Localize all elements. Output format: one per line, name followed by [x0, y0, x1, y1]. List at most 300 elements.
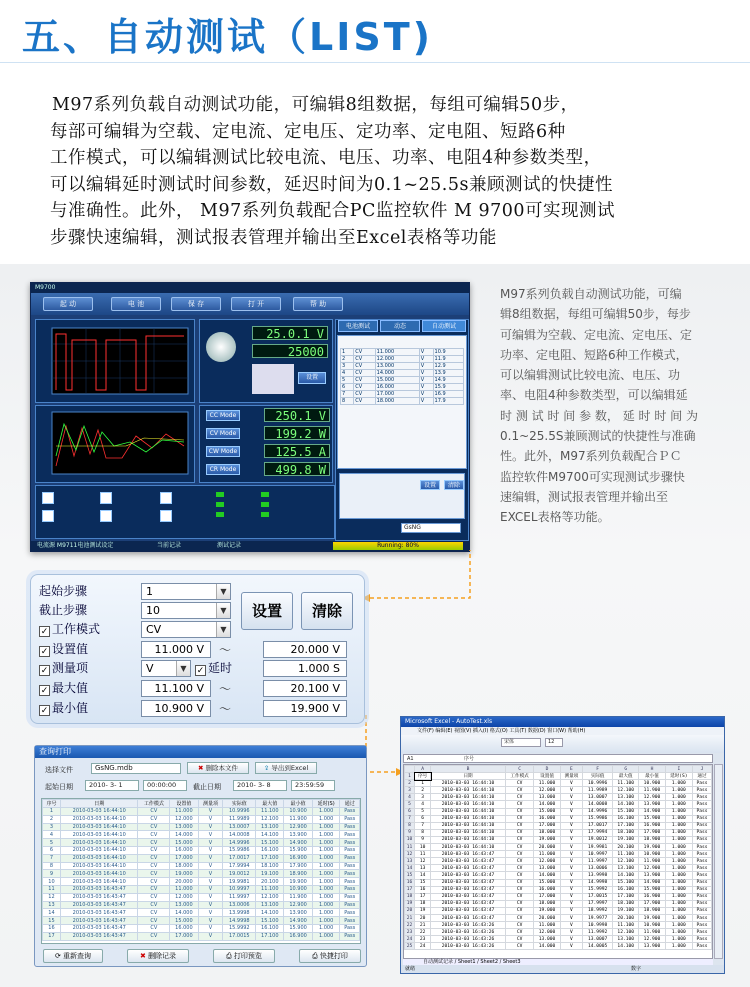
table-cell[interactable]: CV — [505, 815, 534, 822]
column-letter[interactable]: I — [665, 766, 692, 773]
table-cell[interactable]: CV — [505, 914, 534, 921]
max-checkbox[interactable]: ✓ — [40, 686, 49, 696]
measure-checkbox[interactable]: ✓ — [40, 666, 49, 676]
column-header[interactable]: 设置值 — [170, 800, 198, 808]
column-header[interactable]: 通过 — [340, 800, 360, 808]
column-letter[interactable]: H — [639, 766, 665, 773]
table-cell[interactable]: 11.000 — [534, 780, 560, 787]
keypad[interactable] — [252, 364, 294, 394]
delete-file-button[interactable] — [187, 762, 249, 774]
quick-print-button[interactable] — [299, 949, 361, 963]
table-cell[interactable]: 2010-03-03 16:43:47 — [431, 886, 505, 893]
mode-checkbox[interactable]: ✓ — [40, 627, 49, 637]
table-cell[interactable]: 11.900 — [639, 858, 665, 865]
table-row[interactable] — [43, 808, 360, 816]
table-cell[interactable]: 12.000 — [534, 858, 560, 865]
table-cell[interactable]: 11.000 — [534, 922, 560, 929]
row-number[interactable]: 3 — [405, 787, 415, 794]
end-time-field[interactable]: 23:59:59 — [291, 780, 335, 791]
table-row[interactable] — [405, 907, 712, 914]
table-row[interactable] — [405, 872, 712, 879]
table-row[interactable] — [405, 787, 712, 794]
table-cell[interactable]: 16 — [415, 886, 431, 893]
table-cell[interactable]: V — [560, 801, 582, 808]
table-cell[interactable]: CV — [505, 872, 534, 879]
table-cell[interactable]: 1.000 — [665, 886, 692, 893]
column-header[interactable]: 序号 — [43, 800, 61, 808]
column-header[interactable]: 最大值 — [256, 800, 284, 808]
table-row[interactable] — [43, 924, 360, 932]
table-cell[interactable]: 14.100 — [613, 943, 639, 950]
table-cell[interactable]: Pass — [693, 893, 712, 900]
table-cell[interactable]: 19.900 — [639, 914, 665, 921]
table-cell[interactable]: 2010-03-03 16:44:10 — [431, 836, 505, 843]
table-cell[interactable]: 19 — [415, 907, 431, 914]
row-number[interactable]: 1 — [405, 773, 415, 780]
row-number[interactable]: 5 — [405, 801, 415, 808]
column-header[interactable]: 最小值 — [284, 800, 312, 808]
table-row[interactable] — [43, 815, 360, 823]
toggle-switch[interactable] — [42, 510, 54, 522]
table-cell[interactable]: 2010-03-03 16:44:10 — [431, 844, 505, 851]
table-cell[interactable]: 18.000 — [534, 829, 560, 836]
table-cell[interactable]: 1.000 — [665, 851, 692, 858]
table-cell[interactable]: V — [560, 929, 582, 936]
table-cell[interactable]: 15.100 — [613, 808, 639, 815]
table-cell[interactable]: 12.100 — [613, 858, 639, 865]
toolbar-battery-button[interactable]: 电 池 — [111, 297, 161, 311]
table-row[interactable] — [405, 914, 712, 921]
table-row[interactable] — [43, 870, 360, 878]
toggle-switch[interactable] — [160, 510, 172, 522]
header-cell[interactable]: 延时(S) — [665, 773, 692, 780]
row-number[interactable]: 15 — [405, 872, 415, 879]
table-row[interactable] — [43, 917, 360, 925]
min-hi-input[interactable]: 19.900 V — [263, 700, 347, 717]
table-cell[interactable]: 17.0015 — [583, 893, 613, 900]
row-number[interactable]: 11 — [405, 844, 415, 851]
sheet-tabs[interactable]: 自动测试记录 / Sheet1 / Sheet2 / Sheet3 — [403, 959, 713, 966]
min-checkbox[interactable]: ✓ — [40, 706, 49, 716]
table-cell[interactable]: CV — [505, 936, 534, 943]
table-row[interactable] — [43, 839, 360, 847]
table-cell[interactable]: 10.9996 — [583, 780, 613, 787]
font-size-select[interactable]: 12 — [545, 738, 563, 747]
table-cell[interactable]: 17.000 — [534, 893, 560, 900]
table-cell[interactable]: 2010-03-03 16:43:47 — [431, 872, 505, 879]
table-cell[interactable]: Pass — [693, 787, 712, 794]
table-cell[interactable]: 17.9994 — [583, 829, 613, 836]
table-cell[interactable]: 14.0008 — [583, 801, 613, 808]
table-row[interactable] — [43, 909, 360, 917]
set-value-lo-input[interactable]: 11.000 V — [141, 641, 211, 658]
table-cell[interactable]: 1.000 — [665, 780, 692, 787]
table-cell[interactable]: 2 — [415, 787, 431, 794]
table-row[interactable] — [405, 936, 712, 943]
delay-input[interactable]: 1.000 S — [263, 660, 347, 677]
table-cell[interactable]: V — [560, 936, 582, 943]
table-cell[interactable]: 20 — [415, 914, 431, 921]
table-cell[interactable]: 2010-03-03 16:44:10 — [431, 829, 505, 836]
table-cell[interactable]: 11 — [415, 851, 431, 858]
table-cell[interactable]: 17.0017 — [583, 822, 613, 829]
print-preview-button[interactable] — [213, 949, 275, 963]
column-header[interactable]: 工作模式 — [138, 800, 170, 808]
column-header[interactable]: 测量项 — [198, 800, 223, 808]
set-value-hi-input[interactable]: 20.000 V — [263, 641, 347, 658]
table-cell[interactable]: CV — [505, 829, 534, 836]
table-cell[interactable]: 1.000 — [665, 815, 692, 822]
table-cell[interactable]: 14.0005 — [583, 943, 613, 950]
table-cell[interactable]: Pass — [693, 907, 712, 914]
table-cell[interactable]: 4 — [415, 801, 431, 808]
table-cell[interactable]: 15 — [415, 879, 431, 886]
table-cell[interactable]: 13.0006 — [583, 865, 613, 872]
table-cell[interactable]: 1.000 — [665, 794, 692, 801]
column-letter[interactable]: F — [583, 766, 613, 773]
table-cell[interactable]: 18 — [415, 900, 431, 907]
table-cell[interactable]: CV — [505, 780, 534, 787]
stop-step-select[interactable] — [141, 602, 231, 619]
header-cell[interactable]: 序号 — [415, 773, 431, 780]
table-cell[interactable]: V — [560, 914, 582, 921]
table-cell[interactable]: 3 — [415, 794, 431, 801]
table-cell[interactable]: 10.900 — [639, 922, 665, 929]
set-value-checkbox[interactable]: ✓ — [40, 647, 49, 657]
column-letter[interactable]: A — [415, 766, 431, 773]
start-date-field[interactable]: 2010- 3- 1 — [85, 780, 139, 791]
table-cell[interactable]: Pass — [693, 914, 712, 921]
table-cell[interactable]: Pass — [693, 872, 712, 879]
table-cell[interactable]: 14.000 — [534, 872, 560, 879]
table-cell[interactable]: 19.9981 — [583, 844, 613, 851]
delay-checkbox[interactable]: ✓ — [196, 666, 205, 676]
table-cell[interactable]: Pass — [693, 822, 712, 829]
select-all-corner[interactable] — [405, 766, 415, 773]
table-cell[interactable]: 15.9986 — [583, 815, 613, 822]
table-cell[interactable]: Pass — [693, 829, 712, 836]
table-cell[interactable]: CV — [505, 822, 534, 829]
table-cell[interactable]: 19.000 — [534, 907, 560, 914]
table-cell[interactable]: 17 — [415, 893, 431, 900]
table-cell[interactable]: CV — [505, 808, 534, 815]
chevron-down-icon[interactable]: ▼ — [216, 622, 230, 637]
table-cell[interactable]: 1.000 — [665, 914, 692, 921]
table-cell[interactable]: V — [560, 865, 582, 872]
table-row[interactable] — [43, 854, 360, 862]
column-letter[interactable]: E — [560, 766, 582, 773]
table-cell[interactable]: 1.000 — [665, 801, 692, 808]
table-cell[interactable]: 13.100 — [613, 865, 639, 872]
table-cell[interactable]: 14.900 — [639, 879, 665, 886]
table-cell[interactable]: 16.900 — [639, 893, 665, 900]
table-cell[interactable]: 19.0012 — [583, 836, 613, 843]
table-row[interactable] — [43, 823, 360, 831]
header-cell[interactable]: 日期 — [431, 773, 505, 780]
row-number[interactable]: 6 — [405, 808, 415, 815]
table-cell[interactable]: V — [560, 893, 582, 900]
table-cell[interactable]: 20.100 — [613, 844, 639, 851]
file-field[interactable]: GsNG — [401, 523, 461, 533]
cw-mode-button[interactable]: CW Mode — [206, 446, 240, 457]
table-cell[interactable]: 22 — [415, 929, 431, 936]
table-cell[interactable]: 20.000 — [534, 914, 560, 921]
toggle-switch[interactable] — [160, 492, 172, 504]
min-lo-input[interactable]: 10.900 V — [141, 700, 211, 717]
table-cell[interactable]: CV — [505, 943, 534, 950]
row-number[interactable]: 9 — [405, 829, 415, 836]
table-cell[interactable]: 15.9992 — [583, 886, 613, 893]
table-cell[interactable]: Pass — [693, 922, 712, 929]
table-cell[interactable]: 12.100 — [613, 787, 639, 794]
vertical-scrollbar[interactable] — [714, 764, 723, 959]
table-cell[interactable]: 12.900 — [639, 936, 665, 943]
toggle-switch[interactable] — [42, 492, 54, 504]
table-row[interactable] — [405, 900, 712, 907]
toggle-switch[interactable] — [100, 492, 112, 504]
row-number[interactable]: 16 — [405, 879, 415, 886]
table-cell[interactable]: 1.000 — [665, 787, 692, 794]
row-number[interactable]: 7 — [405, 815, 415, 822]
start-step-select[interactable] — [141, 583, 231, 600]
table-cell[interactable]: V — [560, 836, 582, 843]
table-cell[interactable]: V — [560, 808, 582, 815]
table-cell[interactable]: 1.000 — [665, 822, 692, 829]
mini-clear-button[interactable]: 清除 — [444, 480, 464, 490]
font-select[interactable]: 宋体 — [501, 738, 541, 747]
table-cell[interactable]: Pass — [693, 801, 712, 808]
table-cell[interactable]: 1.000 — [665, 900, 692, 907]
refresh-query-button[interactable] — [43, 949, 103, 963]
max-hi-input[interactable]: 20.100 V — [263, 680, 347, 697]
table-cell[interactable]: Pass — [693, 844, 712, 851]
table-cell[interactable]: V — [560, 858, 582, 865]
table-cell[interactable]: 19.100 — [613, 836, 639, 843]
table-cell[interactable]: CV — [505, 787, 534, 794]
table-cell[interactable]: 12.000 — [534, 787, 560, 794]
table-cell[interactable]: CV — [505, 844, 534, 851]
table-cell[interactable]: 19.900 — [639, 844, 665, 851]
measure-select[interactable] — [141, 660, 191, 677]
table-cell[interactable]: 2010-03-03 16:43:47 — [431, 865, 505, 872]
table-cell[interactable]: V — [560, 907, 582, 914]
table-cell[interactable]: V — [560, 780, 582, 787]
row-number[interactable]: 17 — [405, 886, 415, 893]
start-time-field[interactable]: 00:00:00 — [143, 780, 187, 791]
table-cell[interactable]: 2010-03-03 16:44:10 — [431, 801, 505, 808]
table-cell[interactable]: 17.9997 — [583, 900, 613, 907]
table-row[interactable] — [405, 794, 712, 801]
table-cell[interactable]: 11.100 — [613, 780, 639, 787]
export-excel-button[interactable] — [255, 762, 317, 774]
table-cell[interactable]: 19.000 — [534, 836, 560, 843]
table-cell[interactable]: 24 — [415, 943, 431, 950]
table-cell[interactable]: 17.100 — [613, 822, 639, 829]
table-cell[interactable]: 21 — [415, 922, 431, 929]
table-cell[interactable]: 11.900 — [639, 929, 665, 936]
table-cell[interactable]: CV — [505, 858, 534, 865]
table-cell[interactable]: 18.100 — [613, 829, 639, 836]
cr-mode-button[interactable]: CR Mode — [206, 464, 240, 475]
chevron-down-icon[interactable]: ▼ — [216, 584, 230, 599]
table-cell[interactable]: 1.000 — [665, 872, 692, 879]
table-row[interactable] — [405, 844, 712, 851]
table-cell[interactable]: 2010-03-03 16:43:47 — [431, 893, 505, 900]
row-number[interactable]: 12 — [405, 851, 415, 858]
table-cell[interactable]: CV — [505, 907, 534, 914]
table-cell[interactable]: 11.000 — [534, 851, 560, 858]
table-cell[interactable]: 13.100 — [613, 936, 639, 943]
tab-dynamic[interactable]: 动态 — [380, 320, 420, 332]
toolbar-save-button[interactable]: 保 存 — [171, 297, 221, 311]
row-number[interactable]: 25 — [405, 943, 415, 950]
row-number[interactable]: 24 — [405, 936, 415, 943]
table-cell[interactable]: Pass — [693, 865, 712, 872]
table-cell[interactable]: 15.000 — [534, 808, 560, 815]
table-cell[interactable]: 2010-03-03 16:43:47 — [431, 851, 505, 858]
table-cell[interactable]: 12.900 — [639, 865, 665, 872]
table-cell[interactable]: 13.900 — [639, 943, 665, 950]
table-cell[interactable]: CV — [505, 900, 534, 907]
table-cell[interactable]: V — [560, 794, 582, 801]
clear-button[interactable]: 清除 — [301, 592, 353, 630]
mode-select[interactable] — [141, 621, 231, 638]
table-cell[interactable]: 18.000 — [534, 900, 560, 907]
table-cell[interactable]: Pass — [693, 858, 712, 865]
cv-mode-button[interactable]: CV Mode — [206, 428, 240, 439]
table-cell[interactable]: V — [560, 851, 582, 858]
table-cell[interactable]: 15.000 — [534, 879, 560, 886]
table-cell[interactable]: 11.900 — [639, 787, 665, 794]
table-row[interactable] — [405, 858, 712, 865]
table-cell[interactable]: 2010-03-03 16:44:10 — [431, 780, 505, 787]
table-cell[interactable]: 8 — [415, 829, 431, 836]
column-header[interactable]: 延时(S) — [312, 800, 340, 808]
row-number[interactable]: 4 — [405, 794, 415, 801]
table-cell[interactable]: 1 — [415, 780, 431, 787]
row-number[interactable]: 2 — [405, 780, 415, 787]
table-cell[interactable]: V — [560, 943, 582, 950]
table-cell[interactable]: 10.900 — [639, 780, 665, 787]
table-cell[interactable]: 2010-03-03 16:43:47 — [431, 858, 505, 865]
table-cell[interactable]: 14.9998 — [583, 879, 613, 886]
set-button[interactable]: 设置 — [241, 592, 293, 630]
row-number[interactable]: 8 — [405, 822, 415, 829]
table-row[interactable] — [43, 878, 360, 886]
tab-battery-test[interactable]: 电池测试 — [338, 320, 378, 332]
table-cell[interactable]: 17.000 — [534, 822, 560, 829]
table-cell[interactable]: 1.000 — [665, 922, 692, 929]
table-cell[interactable]: CV — [505, 801, 534, 808]
table-cell[interactable]: Pass — [693, 815, 712, 822]
header-cell[interactable]: 实际值 — [583, 773, 613, 780]
table-cell[interactable]: 11.9992 — [583, 929, 613, 936]
table-cell[interactable]: 18.900 — [639, 836, 665, 843]
toolbar-open-button[interactable]: 打 开 — [231, 297, 281, 311]
knob[interactable] — [206, 332, 236, 362]
table-row[interactable] — [405, 865, 712, 872]
table-cell[interactable]: 18.100 — [613, 900, 639, 907]
table-cell[interactable]: CV — [505, 922, 534, 929]
table-cell[interactable]: Pass — [693, 943, 712, 950]
table-cell[interactable]: 2010-03-03 16:44:10 — [431, 815, 505, 822]
row-number[interactable]: 13 — [405, 858, 415, 865]
column-letter[interactable]: D — [534, 766, 560, 773]
table-row[interactable] — [405, 943, 712, 950]
table-cell[interactable]: 1.000 — [665, 943, 692, 950]
table-cell[interactable]: CV — [505, 886, 534, 893]
header-cell[interactable]: 工作模式 — [505, 773, 534, 780]
table-row[interactable] — [405, 829, 712, 836]
table-cell[interactable]: 1.000 — [665, 829, 692, 836]
table-cell[interactable]: 1.000 — [665, 879, 692, 886]
row-number[interactable]: 10 — [405, 836, 415, 843]
table-cell[interactable]: 2010-03-03 16:43:26 — [431, 922, 505, 929]
table-cell[interactable]: 14.900 — [639, 808, 665, 815]
table-row[interactable] — [43, 932, 360, 940]
table-row[interactable] — [43, 831, 360, 839]
table-row[interactable] — [43, 893, 360, 901]
table-cell[interactable]: 13.000 — [534, 865, 560, 872]
end-date-field[interactable]: 2010- 3- 8 — [233, 780, 287, 791]
table-cell[interactable]: 14.000 — [534, 801, 560, 808]
header-cell[interactable]: 通过 — [693, 773, 712, 780]
table-cell[interactable]: 16.100 — [613, 886, 639, 893]
table-cell[interactable]: 13.100 — [613, 794, 639, 801]
table-row[interactable] — [405, 922, 712, 929]
table-cell[interactable]: 11.9997 — [583, 858, 613, 865]
toolbar-start-button[interactable]: 起 动 — [43, 297, 93, 311]
table-row[interactable] — [405, 836, 712, 843]
table-row[interactable] — [43, 885, 360, 893]
table-row[interactable] — [405, 808, 712, 815]
column-header[interactable]: 实际值 — [223, 800, 256, 808]
table-cell[interactable]: 13.000 — [534, 794, 560, 801]
table-cell[interactable]: 15.900 — [639, 886, 665, 893]
table-cell[interactable]: Pass — [693, 879, 712, 886]
mini-set-button[interactable]: 设置 — [420, 480, 440, 490]
table-cell[interactable]: 11.9989 — [583, 787, 613, 794]
table-cell[interactable]: Pass — [693, 836, 712, 843]
table-row[interactable] — [43, 901, 360, 909]
table-cell[interactable]: 2010-03-03 16:43:47 — [431, 907, 505, 914]
chevron-down-icon[interactable]: ▼ — [176, 661, 190, 676]
table-cell[interactable]: 13.0007 — [583, 794, 613, 801]
column-header[interactable]: 日期 — [60, 800, 138, 808]
table-cell[interactable]: 23 — [415, 936, 431, 943]
row-number[interactable]: 20 — [405, 907, 415, 914]
table-cell[interactable]: 2010-03-03 16:43:47 — [431, 879, 505, 886]
table-cell[interactable]: 1.000 — [665, 808, 692, 815]
header-cell[interactable]: 设置值 — [534, 773, 560, 780]
table-cell[interactable]: CV — [505, 879, 534, 886]
table-cell[interactable]: 7 — [415, 822, 431, 829]
table-cell[interactable]: 12.100 — [613, 929, 639, 936]
column-letter[interactable]: B — [431, 766, 505, 773]
table-cell[interactable]: 1.000 — [665, 907, 692, 914]
table-cell[interactable]: 17.900 — [639, 900, 665, 907]
table-cell[interactable]: 16.000 — [534, 886, 560, 893]
row-number[interactable]: 18 — [405, 893, 415, 900]
header-cell[interactable]: 最小值 — [639, 773, 665, 780]
table-cell[interactable]: 13 — [415, 865, 431, 872]
table-cell[interactable]: 15.100 — [613, 879, 639, 886]
table-cell[interactable]: 11.100 — [613, 922, 639, 929]
header-cell[interactable]: 测量项 — [560, 773, 582, 780]
table-cell[interactable]: 1.000 — [665, 836, 692, 843]
table-cell[interactable]: 2010-03-03 16:43:47 — [431, 914, 505, 921]
table-cell[interactable]: 6 — [415, 815, 431, 822]
